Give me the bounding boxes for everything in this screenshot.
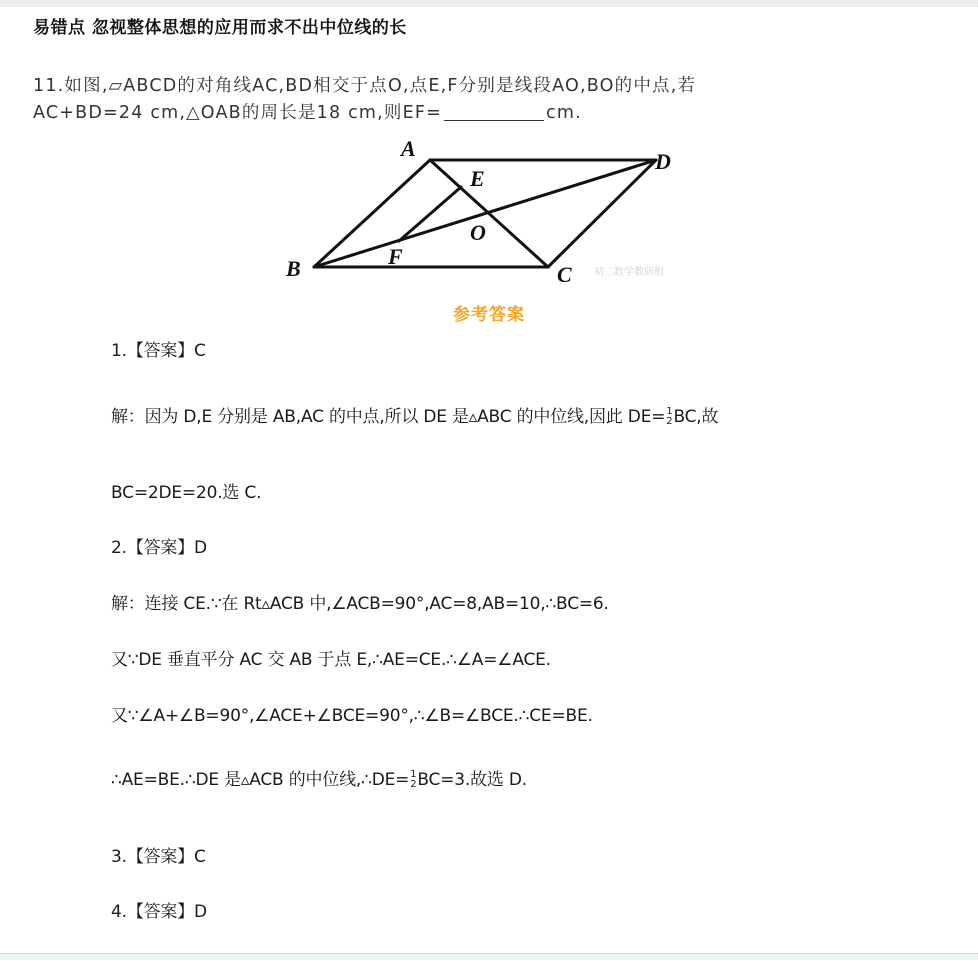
answer-2-solution-4-text: ∴AE=BE.∴DE 是▵ACB 的中位线,∴DE= — [111, 770, 410, 790]
problem-11 — [33, 73, 963, 127]
label-e: E — [470, 166, 485, 191]
label-b: B — [286, 256, 301, 281]
label-f: F — [388, 244, 403, 269]
answer-2: 2.【答案】D — [111, 538, 207, 558]
answer-1-solution — [111, 402, 718, 427]
fraction-denominator: 2 — [410, 779, 417, 790]
fraction-half-2 — [410, 770, 416, 790]
section-title: 易错点 忽视整体思想的应用而求不出中位线的长 — [33, 18, 407, 38]
problem-line-2-unit: cm. — [546, 103, 582, 123]
answer-2-solution-2: 又∵DE 垂直平分 AC 交 AB 于点 E,∴AE=CE.∴∠A=∠ACE. — [111, 650, 551, 670]
watermark: 初二数学教研组 — [594, 267, 664, 278]
segment-ef — [399, 187, 461, 241]
answer-1: 1.【答案】C — [111, 341, 206, 361]
answer-1-solution-line-2: BC=2DE=20.选 C. — [111, 483, 262, 503]
fraction-denominator: 2 — [666, 416, 673, 427]
answer-2-solution-4-tail: BC=3.故选 D. — [417, 770, 527, 790]
answer-4: 4.【答案】D — [111, 902, 207, 922]
label-d: D — [655, 149, 671, 174]
top-bar — [0, 0, 978, 7]
problem-line-2-text: AC+BD=24 cm,△OAB的周长是18 cm,则EF= — [33, 103, 443, 123]
answer-2-solution-1: 解：连接 CE.∵在 Rt▵ACB 中,∠ACB=90°,AC=8,AB=10,∴BC=6. — [111, 594, 609, 614]
diagonal-bd — [314, 160, 656, 267]
fraction-numerator: 1 — [666, 406, 673, 417]
label-a: A — [401, 140, 416, 161]
answer-2-solution-3: 又∵∠A+∠B=90°,∠ACE+∠BCE=90°,∴∠B=∠BCE.∴CE=BE. — [111, 706, 593, 726]
answer-3: 3.【答案】C — [111, 847, 206, 867]
fraction-half — [666, 407, 672, 427]
label-c: C — [557, 262, 572, 286]
side-ab — [314, 160, 430, 267]
answer-blank — [444, 100, 544, 121]
diagonal-ac — [430, 160, 548, 267]
parallelogram-figure — [282, 140, 722, 286]
problem-line-2 — [33, 100, 963, 127]
fraction-numerator: 1 — [410, 769, 417, 780]
answer-1-solution-text: 解：因为 D,E 分别是 AB,AC 的中点,所以 DE 是▵ABC 的中位线,因此 DE= — [111, 407, 666, 427]
answers-title: 参考答案 — [453, 305, 525, 325]
problem-line-1: 11.如图,▱ABCD的对角线AC,BD相交于点O,点E,F分别是线段AO,BO的中点,若 — [33, 76, 697, 96]
label-o: O — [470, 220, 486, 245]
answer-1-solution-tail: BC,故 — [673, 407, 719, 427]
answer-2-solution-4 — [111, 765, 527, 790]
